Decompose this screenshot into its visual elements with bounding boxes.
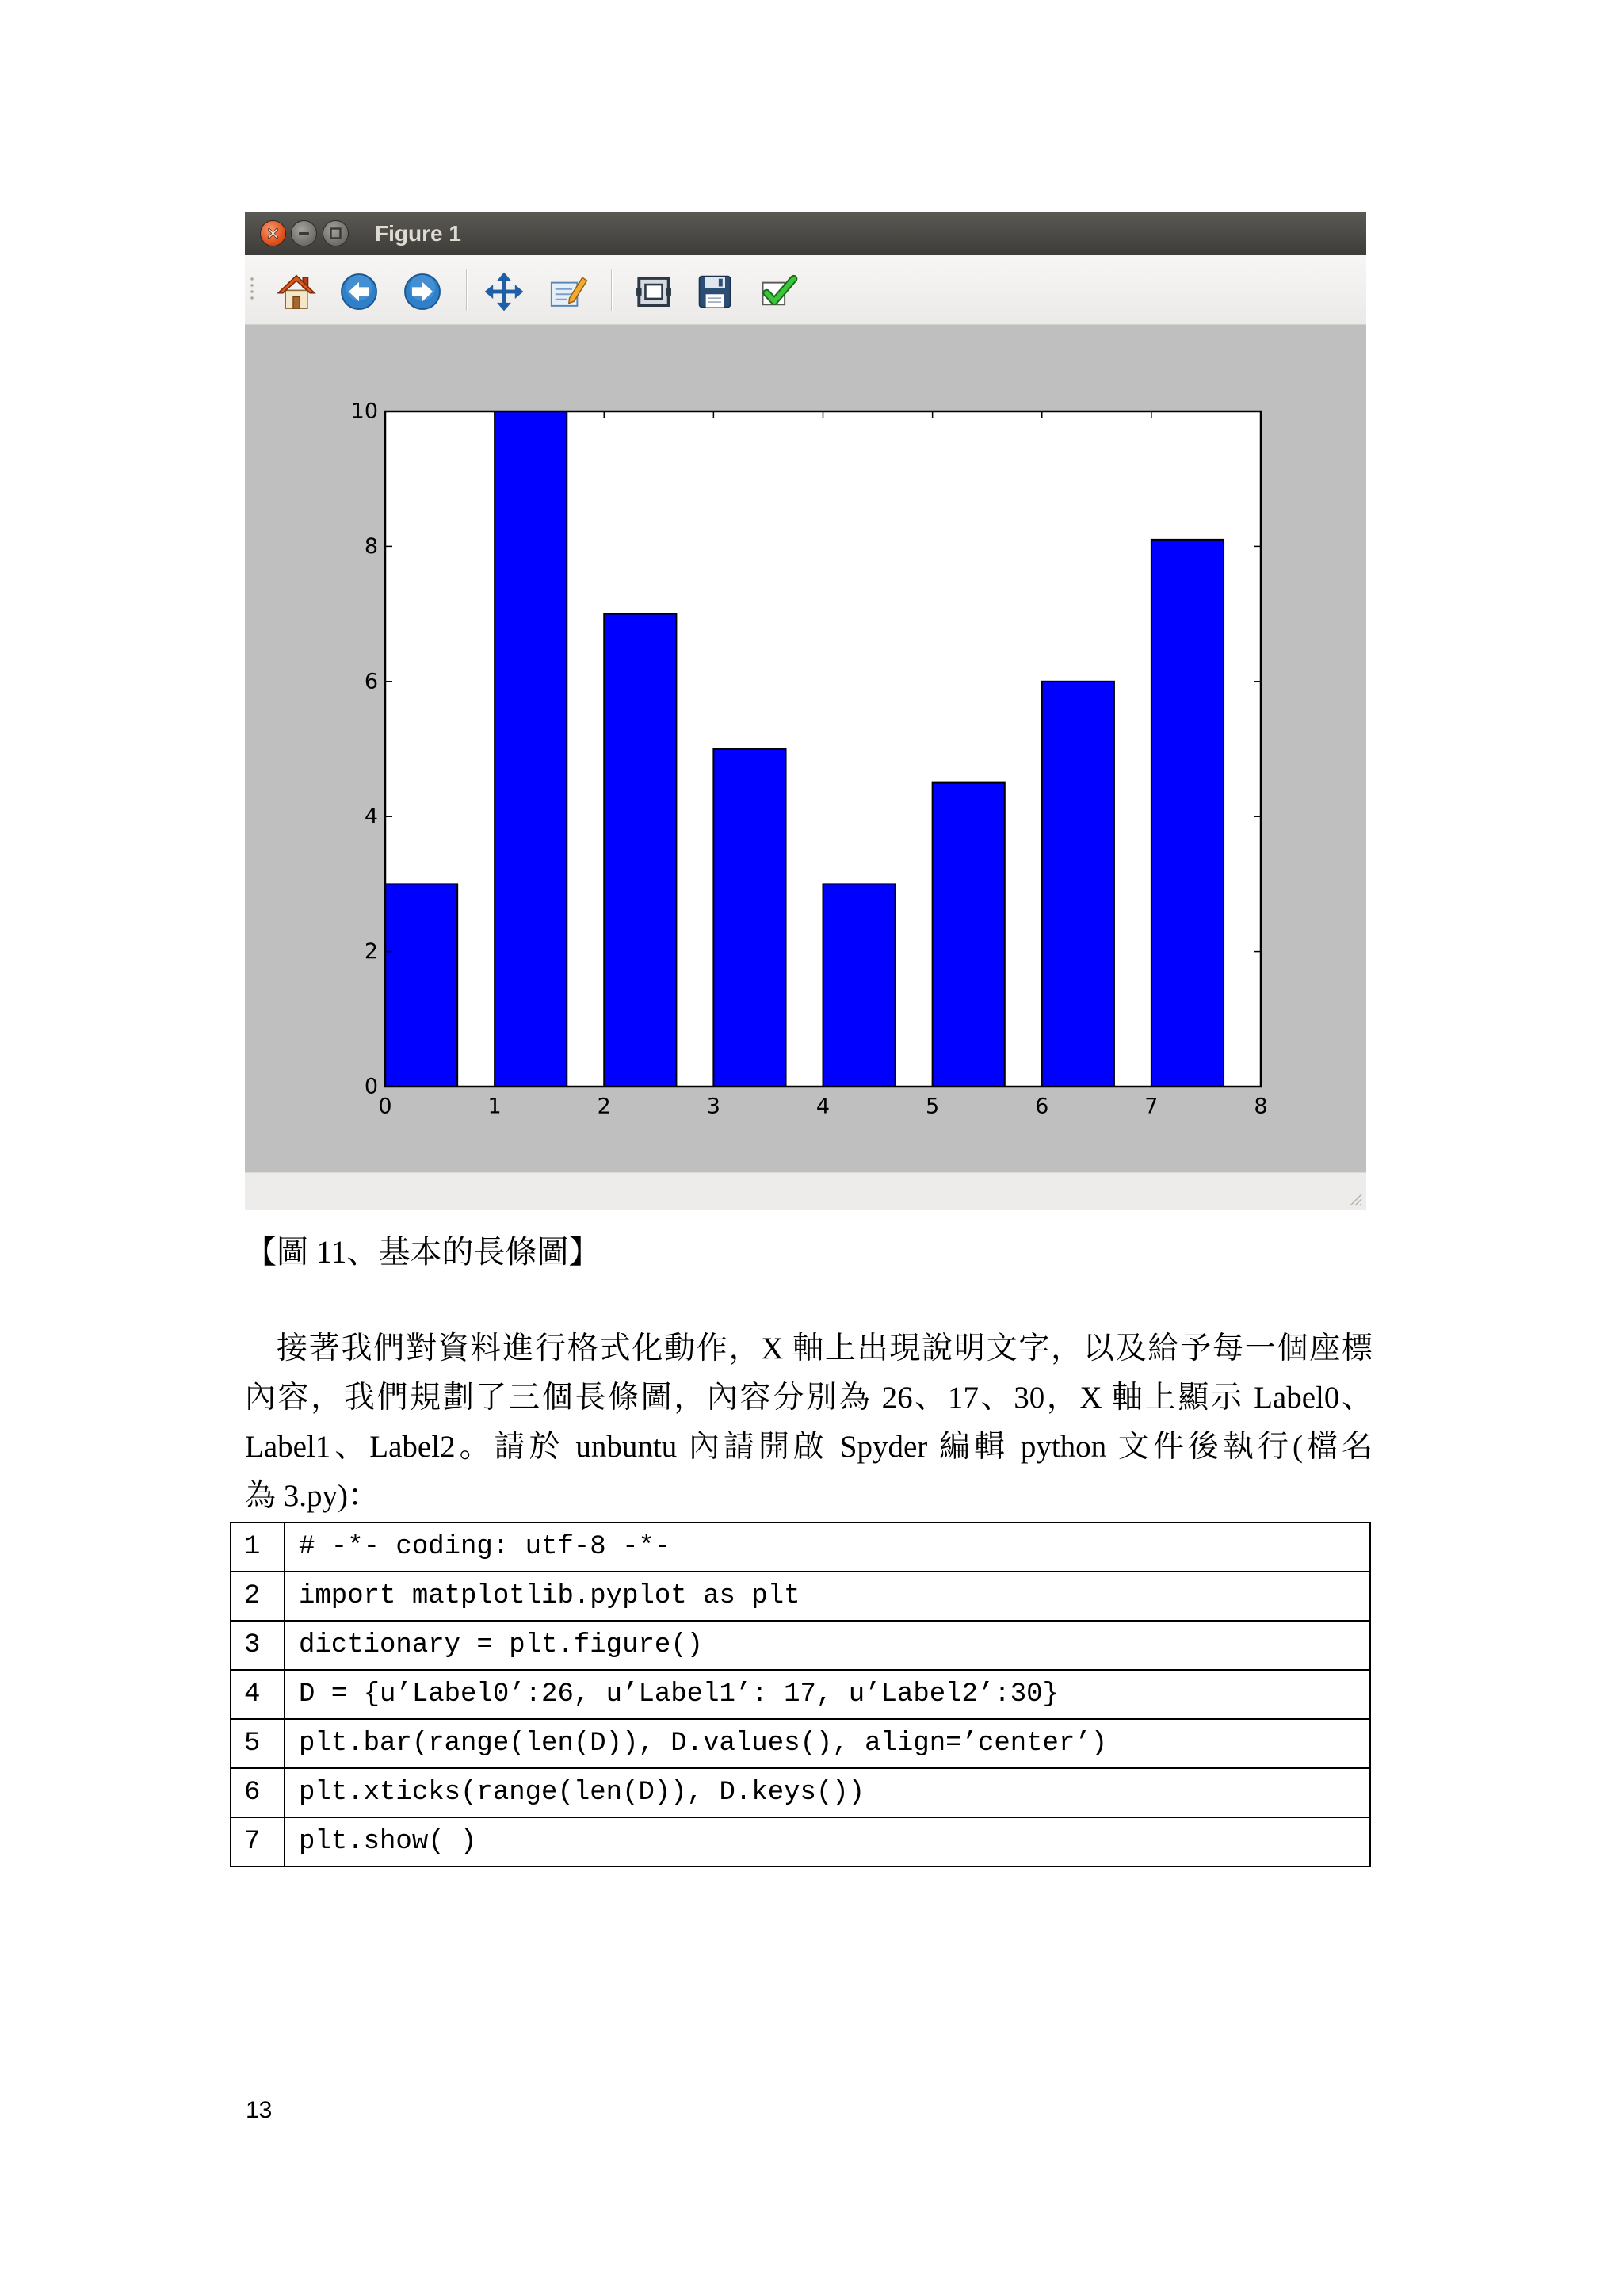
code-line: plt.xticks(range(len(D)), D.keys()): [285, 1768, 1370, 1817]
code-line: # -*- coding: utf-8 -*-: [285, 1522, 1370, 1572]
bar-7: [1151, 540, 1224, 1087]
bar-3: [713, 749, 785, 1087]
save-icon[interactable]: [694, 271, 735, 312]
bar-6: [1042, 682, 1114, 1087]
bar-5: [933, 783, 1005, 1087]
figure-canvas[interactable]: [245, 325, 1366, 1172]
maximize-icon: [323, 221, 348, 246]
y-tick-label: 2: [364, 939, 378, 965]
code-row: [231, 1719, 1370, 1768]
close-button[interactable]: [260, 220, 286, 246]
figure-window: [245, 212, 1366, 1210]
code-line: import matplotlib.pyplot as plt: [285, 1572, 1370, 1621]
code-row: [231, 1572, 1370, 1621]
y-tick-label: 4: [364, 804, 378, 829]
code-row: [231, 1670, 1370, 1719]
page-number: 13: [246, 2097, 273, 2123]
resize-grip-icon[interactable]: [1344, 1188, 1363, 1207]
line-number: 7: [231, 1817, 285, 1866]
back-icon[interactable]: [338, 271, 380, 312]
forward-icon[interactable]: [402, 271, 443, 312]
code-line: dictionary = plt.figure(): [285, 1621, 1370, 1670]
bar-0: [385, 884, 457, 1087]
title-bar: [245, 212, 1366, 255]
line-number: 6: [231, 1768, 285, 1817]
navigation-toolbar: [245, 255, 1366, 325]
x-tick-label: 3: [706, 1094, 720, 1119]
code-row: [231, 1522, 1370, 1572]
x-tick-label: 4: [815, 1094, 831, 1119]
paragraph-line: 內容，我們規劃了三個長條圖，內容分別為 26、17、30，X 軸上顯示 Label0、: [245, 1381, 1373, 1415]
window-title: Figure 1: [375, 221, 461, 246]
home-icon[interactable]: [276, 271, 317, 312]
x-tick-label: 1: [487, 1094, 502, 1119]
line-number: 1: [231, 1522, 285, 1572]
paragraph-line: 接著我們對資料進行格式化動作，X 軸上出現說明文字，以及給予每一個座標: [277, 1331, 1373, 1366]
x-tick-label: 8: [1254, 1094, 1268, 1119]
toolbar-grip[interactable]: [250, 276, 254, 303]
code-line: plt.bar(range(len(D)), D.values(), align=’center’): [285, 1719, 1370, 1768]
code-listing: [230, 1522, 1371, 1867]
code-row: [231, 1621, 1370, 1670]
minimize-icon: [292, 221, 316, 246]
body-paragraph: [245, 1324, 1373, 1521]
bar-2: [604, 614, 676, 1087]
x-tick-label: 7: [1144, 1094, 1159, 1119]
line-number: 3: [231, 1621, 285, 1670]
y-tick-label: 10: [350, 399, 378, 424]
paragraph-line: Label1、Label2。請於 unbuntu 內請開啟 Spyder 編輯 python 文件後執行(檔名: [245, 1430, 1373, 1464]
bar-chart: [245, 325, 1366, 1172]
maximize-button[interactable]: [323, 220, 349, 246]
code-line: plt.show( ): [285, 1817, 1370, 1866]
check-icon[interactable]: [758, 271, 799, 312]
x-tick-label: 5: [926, 1094, 940, 1119]
status-bar: [245, 1172, 1366, 1210]
minimize-button[interactable]: [291, 220, 317, 246]
code-row: [231, 1817, 1370, 1866]
code-row: [231, 1768, 1370, 1817]
line-number: 2: [231, 1572, 285, 1621]
close-icon: [261, 221, 285, 246]
line-number: 5: [231, 1719, 285, 1768]
y-tick-label: 8: [364, 533, 378, 559]
toolbar-separator: [611, 269, 613, 311]
x-tick-label: 2: [597, 1094, 611, 1119]
line-number: 4: [231, 1670, 285, 1719]
subplots-icon[interactable]: [548, 271, 589, 312]
figure-options-icon[interactable]: [633, 271, 674, 312]
x-tick-label: 0: [378, 1094, 392, 1119]
paragraph-line: 為 3.py)：: [245, 1479, 379, 1513]
figure-caption: 【圖 11、基本的長條圖】: [245, 1234, 601, 1270]
code-line: D = {u’Label0’:26, u’Label1’: 17, u’Label2’:30}: [285, 1670, 1370, 1719]
pan-icon[interactable]: [483, 271, 525, 312]
bar-4: [823, 884, 896, 1087]
x-tick-label: 6: [1035, 1094, 1049, 1119]
y-tick-label: 6: [364, 669, 378, 694]
y-tick-label: 0: [364, 1074, 378, 1099]
toolbar-separator: [466, 269, 468, 311]
bar-1: [495, 411, 567, 1087]
